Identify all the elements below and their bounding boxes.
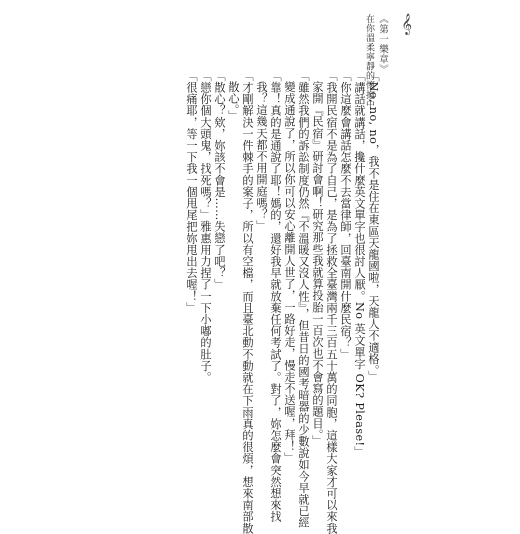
text-column-8: 「靠！真的是通說了耶！媽的，還好我早就放棄任何考試了。對了，妳怎麼會突然想來找 [269, 70, 282, 523]
text-column-12: 「散心？欸，妳該不會是……失戀了吧？」 [213, 70, 226, 291]
text-column-2: 「講話就講話，攙什麼英文單字也很討人厭。No 英文單字 OK? Please!」 [353, 70, 366, 458]
text-column-1: 「No, no, no，我不是住在東區天龍國啦，天龍人不適格。」 [367, 70, 380, 383]
text-column-14: 「很痛耶，等一下我一個甩尾把妳甩出去喔！」 [185, 70, 198, 314]
chapter-title: 《第一樂章》 [377, 14, 388, 74]
text-column-7: 變成通說了，所以你可以安心離開人世了，一路好走，慢走不送喔，拜！」 [283, 81, 296, 464]
text-column-5: 家開『民宿』研討會啊！研究那些我就算投胎一百次也不會寫的題目。」 [311, 81, 324, 447]
body-text [184, 70, 380, 534]
text-column-10: 「才剛解決一件棘手的案子，所以有空檔，而且臺北動不動就在下雨真的很煩，想來南部散 [241, 70, 254, 534]
text-column-9: 我？這幾天都不用開庭嗎？」 [255, 81, 268, 232]
text-column-3: 「你這麼會講話怎麼不去當律師，回臺南開什麼民宿？」 [339, 70, 352, 360]
treble-clef-icon: 𝄞 [401, 14, 412, 35]
text-column-13: 「戀你個大頭鬼，找死嗎？」雅惠用力捏了一下小嘟的肚子。 [199, 70, 212, 384]
text-column-11: 散心。」 [227, 81, 240, 122]
text-column-6: 「雖然我們的訴訟制度仍然『不溫暖又沒人性』，但昔日的國考暗器的少數說如今早就已經 [297, 70, 310, 529]
chapter-subtitle: 在你溫柔寧靜的懷抱中 [364, 14, 374, 109]
text-column-4: 「我開民宿不是為了自己，是為了拯救全臺灣兩千三百五十萬的同胞，這樣大家才可以來我 [325, 70, 338, 534]
